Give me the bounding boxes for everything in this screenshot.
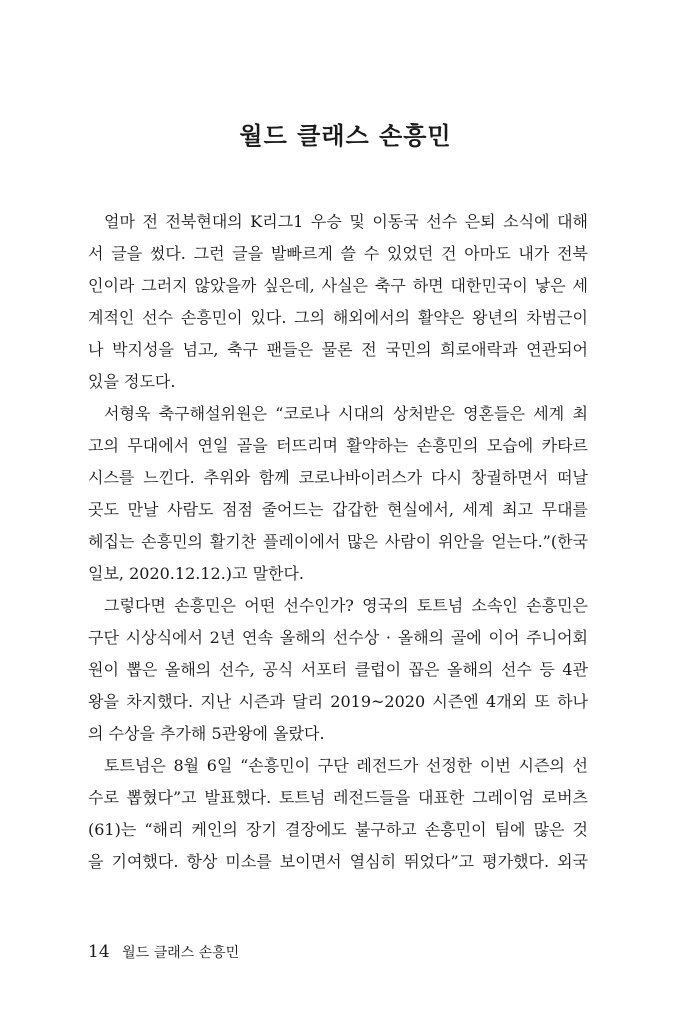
paragraph <box>88 206 588 398</box>
text-line: 수로 뽑혔다”고 발표했다. 토트넘 레전드들을 대표한 그레이엄 로버츠 <box>88 788 588 807</box>
text-line: 곳도 만날 사람도 점점 줄어드는 갑갑한 현실에서, 세계 최고 무대를 <box>88 500 588 519</box>
text-line: 인이라 그러지 않았을까 싶은데, 사실은 축구 하면 대한민국이 낳은 세 <box>88 276 588 295</box>
paragraph <box>88 398 588 590</box>
text-line: 일보, 2020.12.12.)고 말한다. <box>88 564 305 583</box>
text-line: 얼마 전 전북현대의 K리그1 우승 및 이동국 선수 은퇴 소식에 대해 <box>104 212 588 231</box>
text-line: 서형욱 축구해설위원은 “코로나 시대의 상처받은 영혼들은 세계 최 <box>104 404 588 423</box>
text-line: 고의 무대에서 연일 골을 터뜨리며 활약하는 손흥민의 모습에 카타르 <box>88 436 588 455</box>
body-text <box>88 206 588 878</box>
text-line: 왕을 차지했다. 지난 시즌과 달리 2019~2020 시즌엔 4개외 또 하나 <box>88 692 588 711</box>
text-line: (61)는 “해리 케인의 장기 결장에도 불구하고 손흥민이 팀에 많은 것 <box>88 820 588 839</box>
text-line: 구단 시상식에서 2년 연속 올해의 선수상 · 올해의 골에 이어 주니어회 <box>88 628 588 647</box>
text-line: 있을 정도다. <box>88 372 176 391</box>
text-line: 시스를 느낀다. 추위와 함께 코로나바이러스가 다시 창궐하면서 떠날 <box>88 468 588 487</box>
text-line: 나 박지성을 넘고, 축구 팬들은 물론 전 국민의 희로애락과 연관되어 <box>88 340 588 359</box>
page-number: 14 <box>88 942 110 962</box>
page-footer <box>88 942 239 962</box>
text-line: 의 수상을 추가해 5관왕에 올랐다. <box>88 724 325 743</box>
text-line: 을 기여했다. 항상 미소를 보이면서 열심히 뛰었다”고 평가했다. 외국 <box>88 852 588 871</box>
text-line: 헤집는 손흥민의 활기찬 플레이에서 많은 사람이 위안을 얻는다.”(한국 <box>88 532 588 551</box>
text-line: 계적인 선수 손흥민이 있다. 그의 해외에서의 활약은 왕년의 차범근이 <box>88 308 588 327</box>
paragraph <box>88 750 588 878</box>
paragraph <box>88 590 588 750</box>
text-line: 그렇다면 손흥민은 어떤 선수인가? 영국의 토트넘 소속인 손흥민은 <box>104 596 588 615</box>
text-line: 원이 뽑은 올해의 선수, 공식 서포터 클럽이 꼽은 올해의 선수 등 4관 <box>88 660 588 679</box>
text-line: 토트넘은 8월 6일 “손흥민이 구단 레전드가 선정한 이번 시즌의 선 <box>104 756 588 775</box>
page-title: 월드 클래스 손흥민 <box>239 121 452 150</box>
text-line: 서 글을 썼다. 그런 글을 발빠르게 쓸 수 있었던 건 아마도 내가 전북 <box>88 244 588 263</box>
running-title: 월드 클래스 손흥민 <box>122 945 240 961</box>
